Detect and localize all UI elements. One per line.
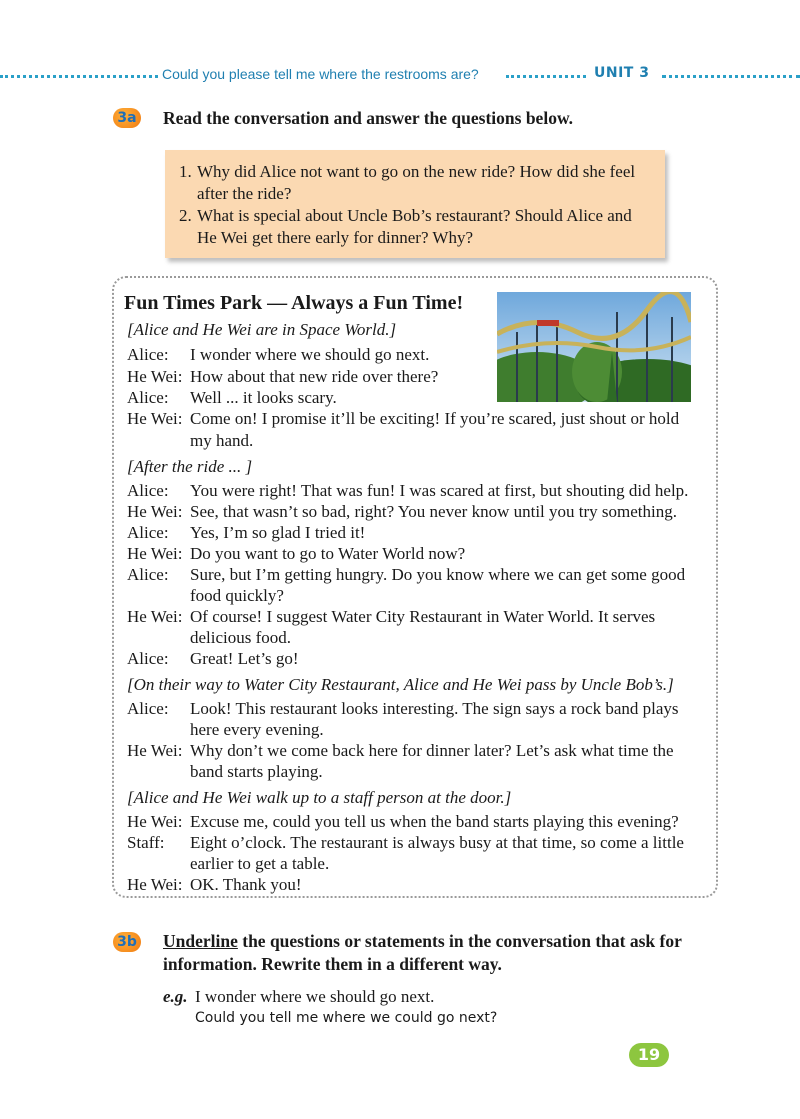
header-dots-left: [0, 75, 158, 78]
header-title: Could you please tell me where the restrooms are?: [162, 66, 479, 82]
instruction-3a: Read the conversation and answer the questions below.: [163, 108, 573, 128]
dialogue-line: Yes, I’m so glad I tried it!: [190, 523, 366, 542]
speaker: Alice:: [127, 345, 169, 364]
dialogue-line: Well ... it looks scary.: [190, 388, 337, 407]
question-text: He Wei get there early for dinner? Why?: [197, 228, 474, 247]
example-label: [163, 987, 188, 1007]
dialogue-line: See, that wasn’t so bad, right? You never know until you try something.: [190, 502, 677, 521]
instruction-3b-line2: information. Rewrite them in a different way.: [163, 954, 502, 974]
dialogue-line: Look! This restaurant looks interesting. The sign says a rock band plays: [190, 699, 679, 718]
dialogue-line: You were right! That was fun! I was scared at first, but shouting did help.: [190, 481, 689, 500]
eg-label: e.g.: [163, 987, 188, 1006]
speaker: He Wei:: [127, 875, 183, 894]
dialogue-line: OK. Thank you!: [190, 875, 302, 894]
header-dots-mid: [506, 75, 586, 78]
section-badge-3a: 3a: [113, 108, 141, 128]
speaker: He Wei:: [127, 607, 183, 626]
instruction-3b: [163, 929, 682, 953]
dialogue-line: Great! Let’s go!: [190, 649, 299, 668]
underline-word: Underline: [163, 931, 238, 951]
page-number: 19: [629, 1043, 669, 1067]
dialogue-line: Do you want to go to Water World now?: [190, 544, 466, 563]
speaker: Alice:: [127, 388, 169, 407]
dialogue-line: I wonder where we should go next.: [190, 345, 430, 364]
dialogue-line-cont: earlier to get a table.: [190, 854, 330, 873]
conversation-title: Fun Times Park — Always a Fun Time!: [124, 292, 464, 314]
unit-label: UNIT 3: [594, 65, 650, 81]
speaker: He Wei:: [127, 409, 183, 428]
question-text: Why did Alice not want to go on the new ride? How did she feel: [197, 162, 636, 181]
dialogue-line: Why don’t we come back here for dinner later? Let’s ask what time the: [190, 741, 674, 760]
question-1: [179, 161, 667, 205]
question-text: What is special about Uncle Bob’s restaurant? Should Alice and: [197, 206, 632, 225]
question-text: after the ride?: [197, 184, 292, 203]
speaker: Alice:: [127, 523, 169, 542]
speaker: Alice:: [127, 699, 169, 718]
speaker: He Wei:: [127, 367, 183, 386]
speaker: He Wei:: [127, 544, 183, 563]
dialogue-line-cont: delicious food.: [190, 628, 292, 647]
speaker: He Wei:: [127, 812, 183, 831]
question-2: [179, 205, 667, 249]
dialogue-line: Sure, but I’m getting hungry. Do you know where we can get some good: [190, 565, 686, 584]
speaker: Alice:: [127, 565, 169, 584]
header-dots-right: [662, 75, 800, 78]
stage-direction-4: [Alice and He Wei walk up to a staff person at the door.]: [127, 788, 512, 807]
questions-box: [165, 150, 665, 258]
stage-direction-1: [Alice and He Wei are in Space World.]: [127, 320, 397, 339]
speaker: Alice:: [127, 649, 169, 668]
instruction-text: the questions or statements in the conversation that ask for: [237, 931, 682, 951]
dialogue-line: How about that new ride over there?: [190, 367, 439, 386]
dialogue-line-cont: here every evening.: [190, 720, 324, 739]
dialogue-line: Come on! I promise it’ll be exciting! If you’re scared, just shout or hold: [190, 409, 680, 428]
section-badge-3b: 3b: [113, 932, 141, 952]
dialogue-line: Of course! I suggest Water City Restaurant in Water World. It serves: [190, 607, 656, 626]
speaker: Staff:: [127, 833, 165, 852]
dialogue-line-cont: band starts playing.: [190, 762, 323, 781]
stage-direction-3: [On their way to Water City Restaurant, Alice and He Wei pass by Uncle Bob’s.]: [127, 675, 674, 694]
speaker: He Wei:: [127, 502, 183, 521]
question-number: 1.: [179, 162, 192, 181]
example-answer: Could you tell me where we could go next?: [195, 1010, 498, 1026]
speaker: Alice:: [127, 481, 169, 500]
question-number: 2.: [179, 206, 192, 225]
stage-direction-2: [After the ride ... ]: [127, 457, 253, 476]
speaker: He Wei:: [127, 741, 183, 760]
dialogue-line-cont: my hand.: [190, 431, 254, 450]
dialogue-line: Excuse me, could you tell us when the band starts playing this evening?: [190, 812, 679, 831]
roller-coaster-photo: [497, 292, 691, 402]
running-header: [0, 64, 800, 88]
dialogue-line-cont: food quickly?: [190, 586, 284, 605]
dialogue-line: Eight o’clock. The restaurant is always busy at that time, so come a little: [190, 833, 684, 852]
example-text: I wonder where we should go next.: [195, 987, 435, 1006]
